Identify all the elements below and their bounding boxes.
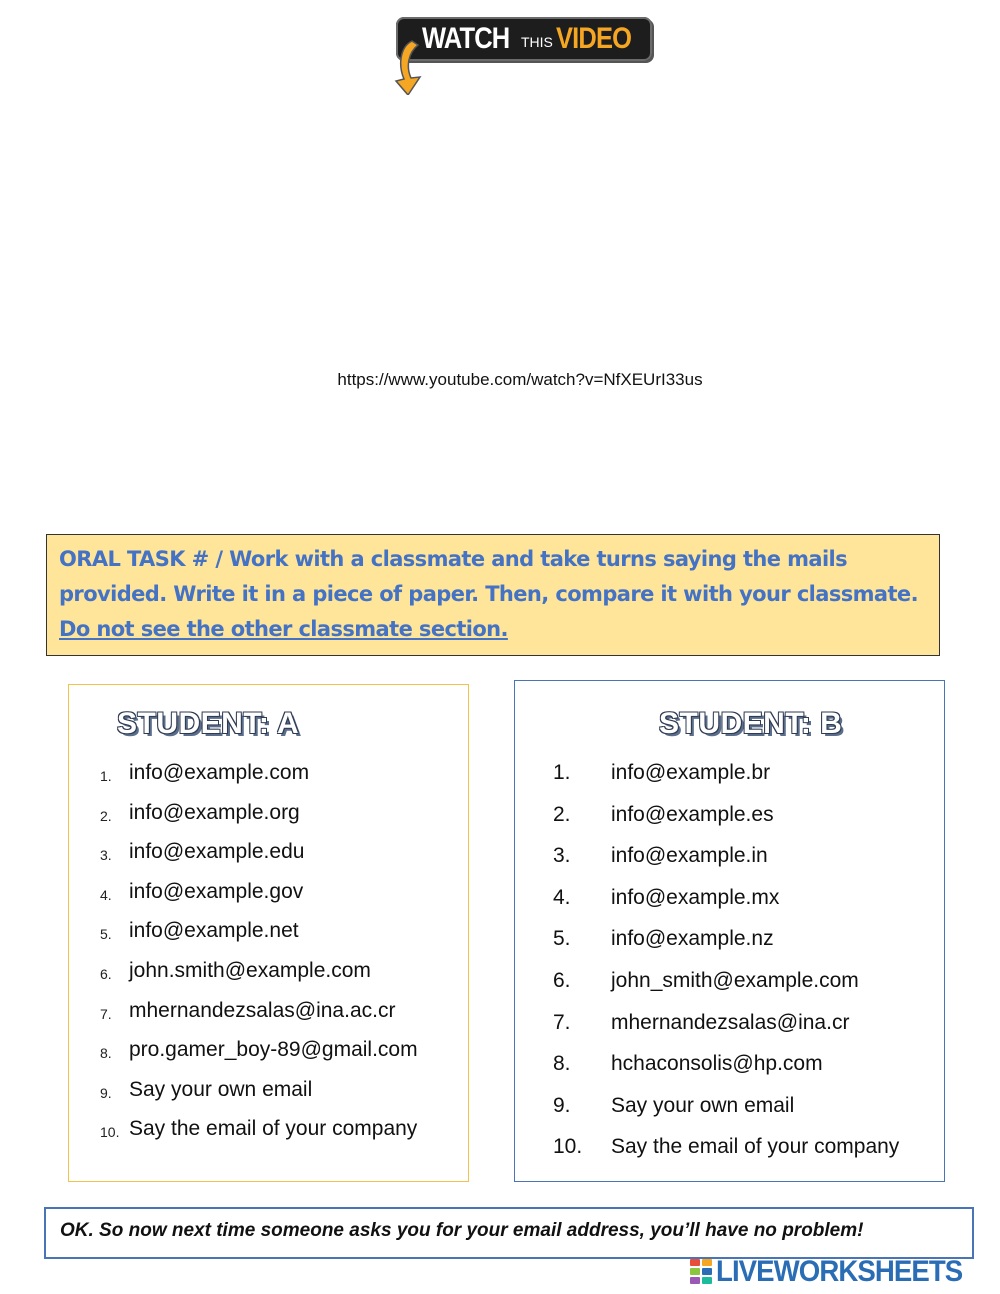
email-text: info@example.es — [611, 802, 774, 826]
watch-video-banner[interactable] — [390, 15, 660, 95]
closing-note-box — [44, 1207, 974, 1259]
item-number: 7. — [553, 1010, 571, 1034]
closing-note-text: OK. So now next time someone asks you for your email address, you’ll have no problem! — [60, 1220, 864, 1241]
email-text: info@example.com — [129, 761, 310, 784]
email-text: info@example.org — [129, 800, 300, 824]
item-number: 2. — [100, 807, 112, 824]
email-text: info@example.nz — [611, 927, 774, 951]
student-a-title: STUDENT: A — [117, 707, 300, 740]
liveworksheets-logo[interactable] — [690, 1254, 990, 1290]
item-number: 10. — [100, 1124, 120, 1141]
item-number: 2. — [553, 802, 571, 826]
item-number: 6. — [553, 968, 571, 992]
email-text: info@example.net — [129, 919, 299, 943]
email-text: mhernandezsalas@ina.ac.cr — [129, 998, 396, 1022]
email-text: john_smith@example.com — [611, 968, 859, 992]
email-text: hchaconsolis@hp.com — [611, 1052, 823, 1076]
item-number: 8. — [100, 1045, 112, 1062]
item-number: 4. — [100, 886, 112, 903]
item-number: 3. — [100, 847, 112, 864]
oral-task-text — [59, 542, 927, 647]
item-number: 8. — [553, 1052, 571, 1076]
item-number: 5. — [100, 926, 112, 943]
item-number: 10. — [553, 1135, 583, 1159]
email-text: john.smith@example.com — [129, 958, 371, 982]
item-number: 9. — [553, 1093, 571, 1117]
task-warning: Do not see the other classmate section. — [59, 617, 508, 641]
liveworksheets-logo-icon — [690, 1259, 714, 1285]
item-number: 3. — [553, 844, 571, 868]
student-a-panel — [68, 684, 469, 1182]
email-text: info@example.mx — [611, 885, 780, 909]
task-instruction: ORAL TASK # / Work with a classmate and take turns saying the mails provided. Write it in a piece of paper. Then, compare it with your classmate. — [59, 547, 918, 606]
video-url-link[interactable]: https://www.youtube.com/watch?v=NfXEUrI33us — [337, 370, 703, 389]
email-text: info@example.edu — [129, 840, 305, 864]
email-text: Say your own email — [129, 1077, 313, 1101]
curved-arrow-icon — [390, 35, 430, 95]
this-word: THIS — [521, 34, 553, 50]
liveworksheets-logo-text: LIVEWORKSHEETS — [716, 1255, 963, 1288]
item-number: 7. — [100, 1005, 112, 1022]
item-number: 1. — [100, 768, 112, 784]
email-text: mhernandezsalas@ina.cr — [611, 1010, 850, 1034]
email-text: pro.gamer_boy-89@gmail.com — [129, 1038, 418, 1062]
item-number: 4. — [553, 885, 571, 909]
oral-task-box — [46, 534, 940, 656]
email-text: info@example.gov — [129, 879, 304, 903]
item-number: 1. — [553, 761, 571, 784]
email-text: info@example.in — [611, 844, 768, 868]
watch-word: WATCH — [422, 22, 510, 55]
email-text: Say the email of your company — [611, 1135, 900, 1159]
item-number: 6. — [100, 965, 112, 982]
email-text: info@example.br — [611, 761, 771, 784]
watch-video-label — [396, 17, 652, 61]
student-b-panel — [514, 680, 945, 1182]
video-word: VIDEO — [556, 22, 632, 55]
item-number: 5. — [553, 927, 571, 951]
student-b-title: STUDENT: B — [659, 707, 843, 740]
email-text: Say your own email — [611, 1093, 795, 1117]
item-number: 9. — [100, 1084, 112, 1101]
email-text: Say the email of your company — [129, 1117, 418, 1141]
